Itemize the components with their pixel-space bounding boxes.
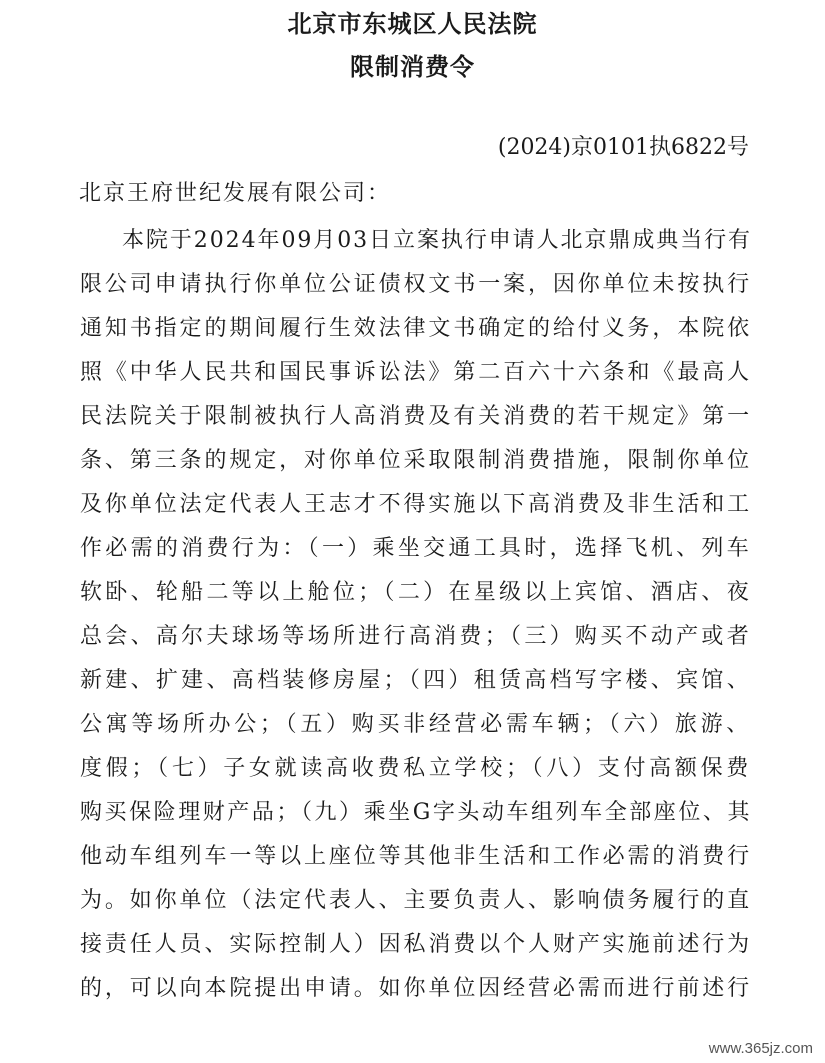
document-title: 限制消费令	[350, 53, 475, 81]
body-line: 条、第三条的规定，对你单位采取限制消费措施，限制你单位	[80, 448, 752, 473]
body-line: 本院于2024年09月03日立案执行申请人北京鼎成典当行有	[122, 228, 752, 253]
body-line: 新建、扩建、高档装修房屋；（四）租赁高档写字楼、宾馆、	[80, 668, 752, 693]
body-line: 接责任人员、实际控制人）因私消费以个人财产实施前述行为	[80, 932, 752, 957]
body-line: 作必需的消费行为：（一）乘坐交通工具时，选择飞机、列车	[80, 536, 752, 561]
body-line: 的，可以向本院提出申请。如你单位因经营必需而进行前述行	[80, 976, 752, 1001]
body-line: 限公司申请执行你单位公证债权文书一案，因你单位未按执行	[80, 272, 752, 297]
body-line: 他动车组列车一等以上座位等其他非生活和工作必需的消费行	[80, 844, 752, 869]
body-line: 度假；（七）子女就读高收费私立学校；（八）支付高额保费	[80, 756, 752, 781]
body-line: 购买保险理财产品；（九）乘坐G字头动车组列车全部座位、其	[80, 800, 752, 825]
case-number: (2024)京0101执6822号	[497, 135, 749, 160]
addressee: 北京王府世纪发展有限公司：	[79, 181, 392, 206]
body-line: 软卧、轮船二等以上舱位；（二）在星级以上宾馆、酒店、夜	[80, 580, 752, 605]
body-line: 总会、高尔夫球场等场所进行高消费；（三）购买不动产或者	[80, 624, 752, 649]
body-line: 通知书指定的期间履行生效法律文书确定的给付义务，本院依	[80, 316, 752, 341]
site-watermark: www.365jz.com	[705, 1038, 817, 1059]
court-name: 北京市东城区人民法院	[287, 10, 538, 38]
body-line: 及你单位法定代表人王志才不得实施以下高消费及非生活和工	[80, 492, 752, 517]
body-line: 民法院关于限制被执行人高消费及有关消费的若干规定》第一	[80, 404, 752, 429]
body-line: 照《中华人民共和国民事诉讼法》第二百六十六条和《最高人	[80, 360, 752, 385]
body-line: 公寓等场所办公；（五）购买非经营必需车辆；（六）旅游、	[80, 712, 752, 737]
body-line: 为。如你单位（法定代表人、主要负责人、影响债务履行的直	[80, 888, 752, 913]
